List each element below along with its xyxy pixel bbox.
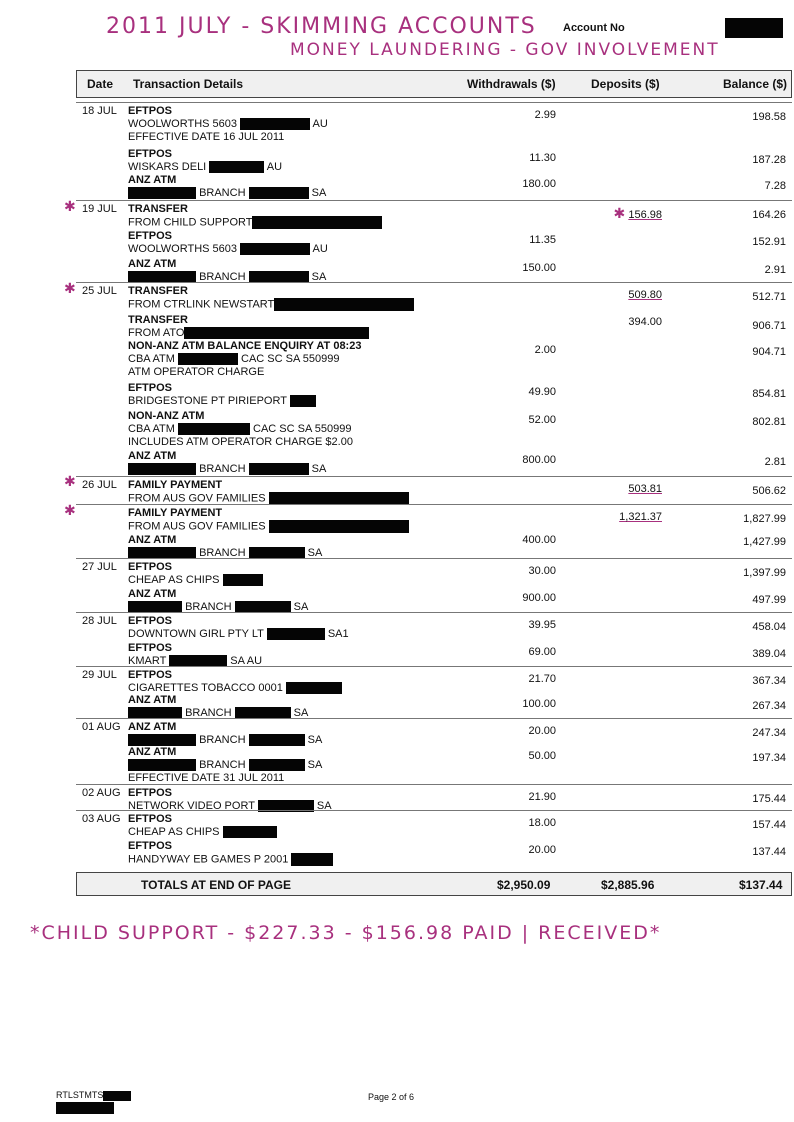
handwritten-subtitle: MONEY LAUNDERING - GOV INVOLVEMENT bbox=[290, 40, 720, 60]
totals-withdrawals: $2,950.09 bbox=[497, 878, 551, 892]
row-deposit: 1,321.37 bbox=[619, 511, 662, 523]
row-detail: BRANCH bbox=[199, 463, 246, 475]
row-withdrawal: 11.35 bbox=[529, 234, 556, 246]
row-type: EFTPOS bbox=[128, 642, 173, 654]
table-row bbox=[76, 476, 792, 505]
redaction bbox=[178, 423, 250, 435]
row-detail: BRANCH bbox=[199, 759, 246, 771]
row-balance: 137.44 bbox=[752, 846, 786, 858]
header-date: Date bbox=[87, 77, 114, 91]
row-detail-suffix: SA bbox=[311, 271, 327, 283]
redaction bbox=[249, 463, 309, 475]
table-row bbox=[76, 172, 792, 200]
row-type: TRANSFER bbox=[128, 285, 188, 297]
row-withdrawal: 150.00 bbox=[522, 262, 556, 274]
row-detail: FROM CHILD SUPPORT bbox=[128, 216, 253, 229]
row-deposit: 394.00 bbox=[628, 316, 662, 328]
row-balance: 854.81 bbox=[752, 388, 786, 400]
row-date: 27 JUL bbox=[82, 561, 117, 573]
row-date: 19 JUL bbox=[82, 203, 117, 215]
row-detail-extra: INCLUDES ATM OPERATOR CHARGE $2.00 bbox=[128, 436, 353, 448]
row-detail-suffix: SA bbox=[307, 547, 323, 559]
table-row bbox=[76, 612, 792, 641]
table-header bbox=[76, 70, 792, 98]
row-withdrawal: 2.99 bbox=[534, 109, 556, 121]
row-withdrawal: 2.00 bbox=[534, 344, 556, 356]
table-row bbox=[76, 312, 792, 338]
page-number: Page 2 of 6 bbox=[368, 1092, 415, 1102]
row-type: ANZ ATM bbox=[128, 450, 177, 462]
row-detail-suffix: SA bbox=[307, 734, 323, 746]
row-detail-suffix: SA AU bbox=[230, 655, 263, 667]
redaction bbox=[240, 243, 310, 255]
row-detail-extra: ATM OPERATOR CHARGE bbox=[128, 366, 265, 378]
redaction bbox=[274, 298, 414, 311]
row-type: EFTPOS bbox=[128, 561, 173, 573]
row-type: EFTPOS bbox=[128, 105, 173, 117]
row-type: ANZ ATM bbox=[128, 746, 177, 758]
row-balance: 164.26 bbox=[752, 209, 786, 221]
row-type: EFTPOS bbox=[128, 813, 173, 825]
row-deposit: 509.80 bbox=[628, 289, 662, 301]
row-detail: BRANCH bbox=[199, 547, 246, 559]
table-row bbox=[76, 532, 792, 558]
row-withdrawal: 180.00 bbox=[522, 178, 556, 190]
row-detail-suffix: SA1 bbox=[327, 628, 349, 640]
row-type: ANZ ATM bbox=[128, 588, 177, 600]
star-annotation: ✱ bbox=[613, 205, 626, 221]
row-withdrawal: 30.00 bbox=[528, 565, 556, 577]
row-balance: 506.62 bbox=[752, 485, 786, 497]
row-detail: WOOLWORTHS 5603 bbox=[128, 243, 238, 255]
row-balance: 802.81 bbox=[752, 416, 786, 428]
table-row bbox=[76, 838, 792, 866]
row-type: TRANSFER bbox=[128, 203, 188, 215]
row-detail-suffix: CAC SC SA 550999 bbox=[253, 423, 352, 435]
star-annotation: ✱ bbox=[64, 473, 76, 489]
table-row bbox=[76, 692, 792, 718]
row-type: ANZ ATM bbox=[128, 721, 177, 733]
row-date: 28 JUL bbox=[82, 615, 117, 627]
row-date: 02 AUG bbox=[82, 787, 121, 799]
table-row bbox=[76, 810, 792, 839]
row-detail: BRANCH bbox=[199, 187, 246, 199]
row-detail: BRANCH bbox=[185, 707, 232, 719]
table-row bbox=[76, 586, 792, 612]
totals-balance: $137.44 bbox=[739, 878, 783, 892]
row-deposit: 503.81 bbox=[628, 483, 662, 495]
row-type: EFTPOS bbox=[128, 148, 173, 160]
table-row bbox=[76, 718, 792, 745]
row-type: EFTPOS bbox=[128, 382, 173, 394]
row-detail-suffix: SA bbox=[307, 759, 323, 771]
redaction bbox=[128, 759, 196, 771]
row-detail: WOOLWORTHS 5603 bbox=[128, 118, 238, 130]
row-withdrawal: 400.00 bbox=[522, 534, 556, 546]
row-detail: CBA ATM bbox=[128, 353, 175, 365]
row-type: ANZ ATM bbox=[128, 694, 177, 706]
row-detail-suffix: AU bbox=[312, 118, 328, 130]
row-balance: 1,427.99 bbox=[743, 536, 786, 548]
row-detail-extra: EFFECTIVE DATE 16 JUL 2011 bbox=[128, 131, 285, 143]
row-type: ANZ ATM bbox=[128, 258, 177, 270]
row-detail: KMART bbox=[128, 655, 167, 667]
row-withdrawal: 69.00 bbox=[528, 646, 556, 658]
redaction bbox=[240, 118, 310, 130]
row-balance: 187.28 bbox=[752, 154, 786, 166]
row-balance: 247.34 bbox=[752, 727, 786, 739]
row-balance: 904.71 bbox=[752, 346, 786, 358]
table-row bbox=[76, 228, 792, 256]
row-detail: CIGARETTES TOBACCO 0001 bbox=[128, 682, 283, 694]
row-balance: 512.71 bbox=[752, 291, 786, 303]
row-balance: 389.04 bbox=[752, 648, 786, 660]
table-row bbox=[76, 744, 792, 784]
row-detail: BRANCH bbox=[199, 271, 246, 283]
row-detail: BRANCH bbox=[185, 601, 232, 613]
row-detail: WISKARS DELI bbox=[128, 161, 207, 173]
row-detail: FROM CTRLINK NEWSTART bbox=[128, 298, 275, 311]
totals-deposits: $2,885.96 bbox=[601, 878, 655, 892]
row-detail-suffix: AU bbox=[266, 161, 283, 173]
row-detail-suffix: AU bbox=[312, 243, 328, 255]
row-withdrawal: 49.90 bbox=[528, 386, 556, 398]
row-balance: 2.91 bbox=[764, 264, 786, 276]
redaction bbox=[290, 395, 316, 407]
row-type: EFTPOS bbox=[128, 840, 173, 852]
row-balance: 906.71 bbox=[752, 320, 786, 332]
row-date: 29 JUL bbox=[82, 669, 117, 681]
row-detail-extra: EFFECTIVE DATE 31 JUL 2011 bbox=[128, 772, 285, 784]
row-balance: 152.91 bbox=[752, 236, 786, 248]
row-withdrawal: 800.00 bbox=[522, 454, 556, 466]
row-detail: HANDYWAY EB GAMES P 2001 bbox=[128, 853, 289, 866]
row-withdrawal: 21.90 bbox=[528, 791, 556, 803]
row-type: TRANSFER bbox=[128, 314, 188, 326]
row-balance: 1,827.99 bbox=[743, 513, 786, 525]
row-withdrawal: 21.70 bbox=[528, 673, 556, 685]
table-row bbox=[76, 282, 792, 313]
row-detail: FROM AUS GOV FAMILIES bbox=[128, 492, 266, 505]
redaction bbox=[128, 187, 196, 199]
header-details: Transaction Details bbox=[133, 77, 244, 91]
row-type: NON-ANZ ATM BALANCE ENQUIRY AT 08:23 bbox=[128, 340, 362, 352]
row-balance: 458.04 bbox=[752, 621, 786, 633]
table-row bbox=[76, 448, 792, 476]
redaction bbox=[223, 574, 263, 586]
row-date: 25 JUL bbox=[82, 285, 117, 297]
account-number-label: Account No bbox=[563, 22, 625, 34]
row-detail: DOWNTOWN GIRL PTY LT bbox=[128, 628, 264, 640]
table-row bbox=[76, 146, 792, 172]
footer-code: RTLSTMTS bbox=[56, 1090, 131, 1101]
row-withdrawal: 20.00 bbox=[528, 844, 556, 856]
redaction bbox=[267, 628, 325, 640]
row-detail-suffix: SA bbox=[311, 463, 327, 475]
header-withdrawals: Withdrawals ($) bbox=[467, 77, 556, 91]
table-row bbox=[76, 408, 792, 448]
redaction bbox=[249, 187, 309, 199]
row-withdrawal: 11.30 bbox=[529, 152, 556, 164]
header-deposits: Deposits ($) bbox=[591, 77, 660, 91]
row-balance: 197.34 bbox=[752, 752, 786, 764]
redaction bbox=[291, 853, 333, 866]
table-row bbox=[76, 504, 792, 533]
totals-label: TOTALS AT END OF PAGE bbox=[141, 878, 291, 892]
row-detail: FROM AUS GOV FAMILIES bbox=[128, 520, 266, 533]
row-detail: BRANCH bbox=[199, 734, 246, 746]
row-type: FAMILY PAYMENT bbox=[128, 507, 223, 519]
row-withdrawal: 18.00 bbox=[528, 817, 556, 829]
redaction bbox=[178, 353, 238, 365]
row-detail-suffix: SA bbox=[311, 187, 327, 199]
row-type: FAMILY PAYMENT bbox=[128, 479, 223, 491]
row-withdrawal: 20.00 bbox=[528, 725, 556, 737]
row-balance: 7.28 bbox=[764, 180, 786, 192]
row-withdrawal: 39.95 bbox=[528, 619, 556, 631]
header-balance: Balance ($) bbox=[723, 77, 788, 91]
table-row bbox=[76, 558, 792, 587]
footer-redaction bbox=[56, 1102, 114, 1114]
row-date: 18 JUL bbox=[82, 105, 117, 117]
row-detail: NETWORK VIDEO PORT bbox=[128, 800, 255, 812]
row-balance: 1,397.99 bbox=[743, 567, 786, 579]
row-deposit: ✱ 156.98 bbox=[613, 205, 662, 221]
row-detail-suffix: SA bbox=[293, 601, 309, 613]
table-row bbox=[76, 666, 792, 693]
row-date: 01 AUG bbox=[82, 721, 121, 733]
row-type: ANZ ATM bbox=[128, 534, 177, 546]
row-balance: 198.58 bbox=[752, 111, 786, 123]
row-detail: CHEAP AS CHIPS bbox=[128, 826, 220, 838]
row-balance: 267.34 bbox=[752, 700, 786, 712]
table-row bbox=[76, 380, 792, 408]
row-balance: 175.44 bbox=[752, 793, 786, 805]
row-detail-suffix: CAC SC SA 550999 bbox=[241, 353, 340, 365]
table-row bbox=[76, 102, 792, 147]
row-detail: CHEAP AS CHIPS bbox=[128, 574, 220, 586]
handwritten-title: 2011 JULY - SKIMMING ACCOUNTS bbox=[106, 14, 537, 39]
row-type: EFTPOS bbox=[128, 669, 173, 681]
totals-row bbox=[76, 872, 792, 896]
row-balance: 157.44 bbox=[752, 819, 786, 831]
row-detail-suffix: SA bbox=[316, 800, 332, 812]
star-annotation: ✱ bbox=[64, 502, 76, 518]
table-row bbox=[76, 784, 792, 811]
row-withdrawal: 52.00 bbox=[528, 414, 556, 426]
row-withdrawal: 100.00 bbox=[522, 698, 556, 710]
row-detail: BRIDGESTONE PT PIRIEPORT bbox=[128, 395, 287, 407]
row-date: 26 JUL bbox=[82, 479, 117, 491]
table-row bbox=[76, 256, 792, 282]
row-type: NON-ANZ ATM bbox=[128, 410, 205, 422]
row-balance: 497.99 bbox=[752, 594, 786, 606]
account-number-redaction bbox=[725, 18, 783, 38]
redaction bbox=[128, 463, 196, 475]
row-balance: 2.81 bbox=[764, 456, 786, 468]
row-withdrawal: 900.00 bbox=[522, 592, 556, 604]
row-detail: CBA ATM bbox=[128, 423, 175, 435]
row-detail: FROM ATO bbox=[128, 327, 185, 339]
row-balance: 367.34 bbox=[752, 675, 786, 687]
star-annotation: ✱ bbox=[64, 198, 76, 214]
table-row bbox=[76, 200, 792, 229]
row-type: EFTPOS bbox=[128, 615, 173, 627]
table-row bbox=[76, 338, 792, 380]
row-type: EFTPOS bbox=[128, 230, 173, 242]
row-withdrawal: 50.00 bbox=[528, 750, 556, 762]
row-type: ANZ ATM bbox=[128, 174, 177, 186]
redaction bbox=[249, 759, 305, 771]
table-row bbox=[76, 640, 792, 666]
row-type: EFTPOS bbox=[128, 787, 173, 799]
star-annotation: ✱ bbox=[64, 280, 76, 296]
row-date: 03 AUG bbox=[82, 813, 121, 825]
row-detail-suffix: SA bbox=[293, 707, 309, 719]
redaction bbox=[223, 826, 277, 838]
handwritten-note: *CHILD SUPPORT - $227.33 - $156.98 PAID | RECEIVED* bbox=[30, 922, 662, 944]
